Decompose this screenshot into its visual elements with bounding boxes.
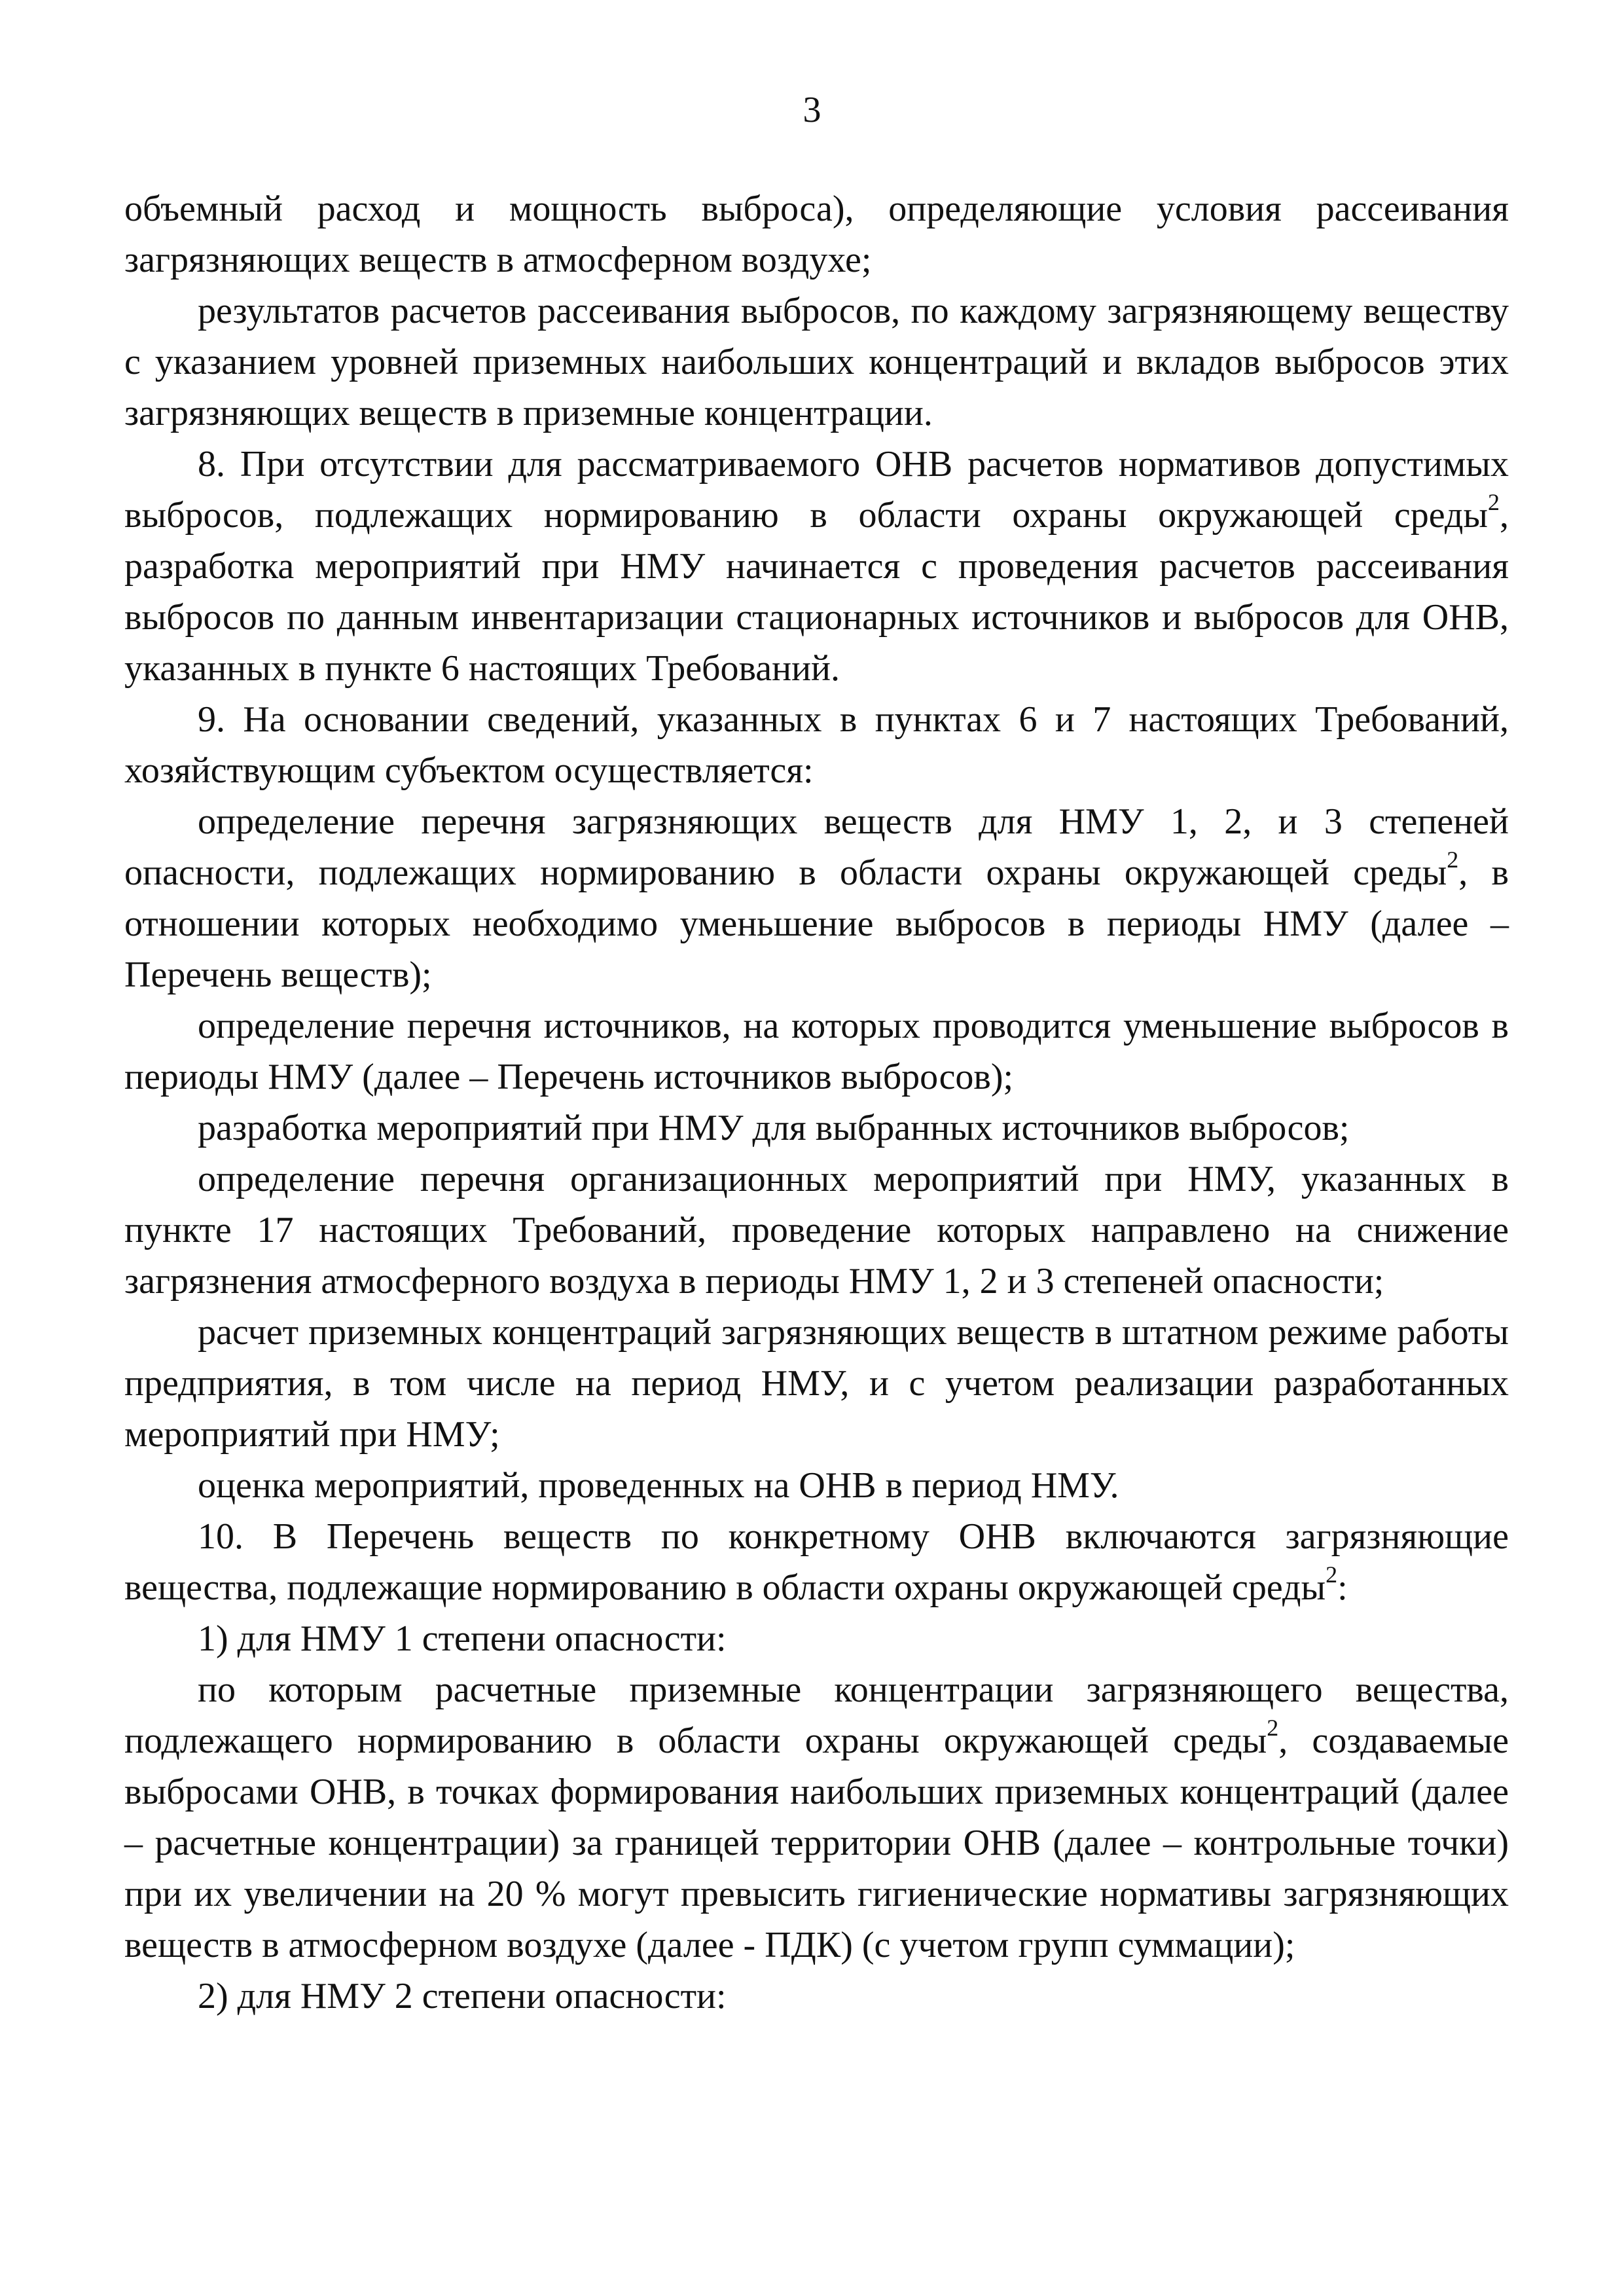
document-body [124, 183, 1509, 2022]
paragraph-4-item-9: 9. На основании сведений, указанных в пунктах 6 и 7 настоящих Требований, хозяйствующим субъектом осуществляется: [124, 699, 1509, 791]
paragraph-6: определение перечня источников, на которых проводится уменьшение выбросов в периоды НМУ (далее – Перечень источников выбросов); [124, 1006, 1509, 1097]
paragraph-1: объемный расход и мощность выброса), определяющие условия рассеивания загрязняющих веществ в атмосферном воздухе; [124, 189, 1509, 280]
paragraph-7: разработка мероприятий при НМУ для выбранных источников выбросов; [198, 1108, 1350, 1148]
footnote-ref: 2 [1447, 847, 1459, 873]
paragraph-14-subitem-2: 2) для НМУ 2 степени опасности: [198, 1976, 727, 2016]
paragraph-13-text-a: по которым расчетные приземные концентрации загрязняющего вещества, подлежащего нормированию в области охраны окружающей среды [124, 1669, 1509, 1761]
paragraph-11-item-10 [124, 1511, 1509, 1613]
paragraph-9: расчет приземных концентраций загрязняющих веществ в штатном режиме работы предприятия, в том числе на период НМУ, и с учетом реализации разработанных мероприятий при НМУ; [124, 1312, 1509, 1455]
paragraph-10: оценка мероприятий, проведенных на ОНВ в период НМУ. [198, 1465, 1119, 1506]
footnote-ref: 2 [1267, 1715, 1279, 1741]
paragraph-13 [124, 1664, 1509, 1971]
paragraph-13-text-b: , создаваемые выбросами ОНВ, в точках формирования наибольших приземных концентраций (далее – расчетные концентрации) за границей территории ОНВ (далее – контрольные точки) при их увеличении на 20 % могут превысить гигиенические нормативы загрязняющих веществ в атмосферном воздухе (далее - ПДК) (с учетом групп суммации); [124, 1721, 1509, 1965]
paragraph-2: результатов расчетов рассеивания выбросов, по каждому загрязняющему веществу с указанием уровней приземных наибольших концентраций и вкладов выбросов этих загрязняющих веществ в приземные концентрации. [124, 291, 1509, 433]
paragraph-3-text-a: 8. При отсутствии для рассматриваемого ОНВ расчетов нормативов допустимых выбросов, подлежащих нормированию в области охраны окружающей среды [124, 444, 1509, 536]
paragraph-5-text-b: , в отношении которых необходимо уменьшение выбросов в периоды НМУ (далее – Перечень веществ); [124, 852, 1509, 995]
paragraph-8: определение перечня организационных мероприятий при НМУ, указанных в пункте 17 настоящих Требований, проведение которых направлено на снижение загрязнения атмосферного воздуха в периоды НМУ 1, 2 и 3 степеней опасности; [124, 1159, 1509, 1302]
paragraph-3-text-b: , разработка мероприятий при НМУ начинается с проведения расчетов рассеивания выбросов по данным инвентаризации стационарных источников и выбросов для ОНВ, указанных в пункте 6 настоящих Требований. [124, 495, 1509, 689]
paragraph-3-item-8 [124, 439, 1509, 694]
paragraph-11-text-b: : [1337, 1567, 1348, 1608]
paragraph-5 [124, 796, 1509, 1000]
paragraph-11-text-a: 10. В Перечень веществ по конкретному ОНВ включаются загрязняющие вещества, подлежащие нормированию в области охраны окружающей среды [124, 1516, 1509, 1608]
page-number: 3 [803, 90, 821, 130]
paragraph-12-subitem-1: 1) для НМУ 1 степени опасности: [198, 1618, 727, 1659]
paragraph-5-text-a: определение перечня загрязняющих веществ для НМУ 1, 2, и 3 степеней опасности, подлежащих нормированию в области охраны окружающей среды [124, 801, 1509, 893]
footnote-ref: 2 [1326, 1561, 1338, 1588]
footnote-ref: 2 [1488, 489, 1500, 515]
